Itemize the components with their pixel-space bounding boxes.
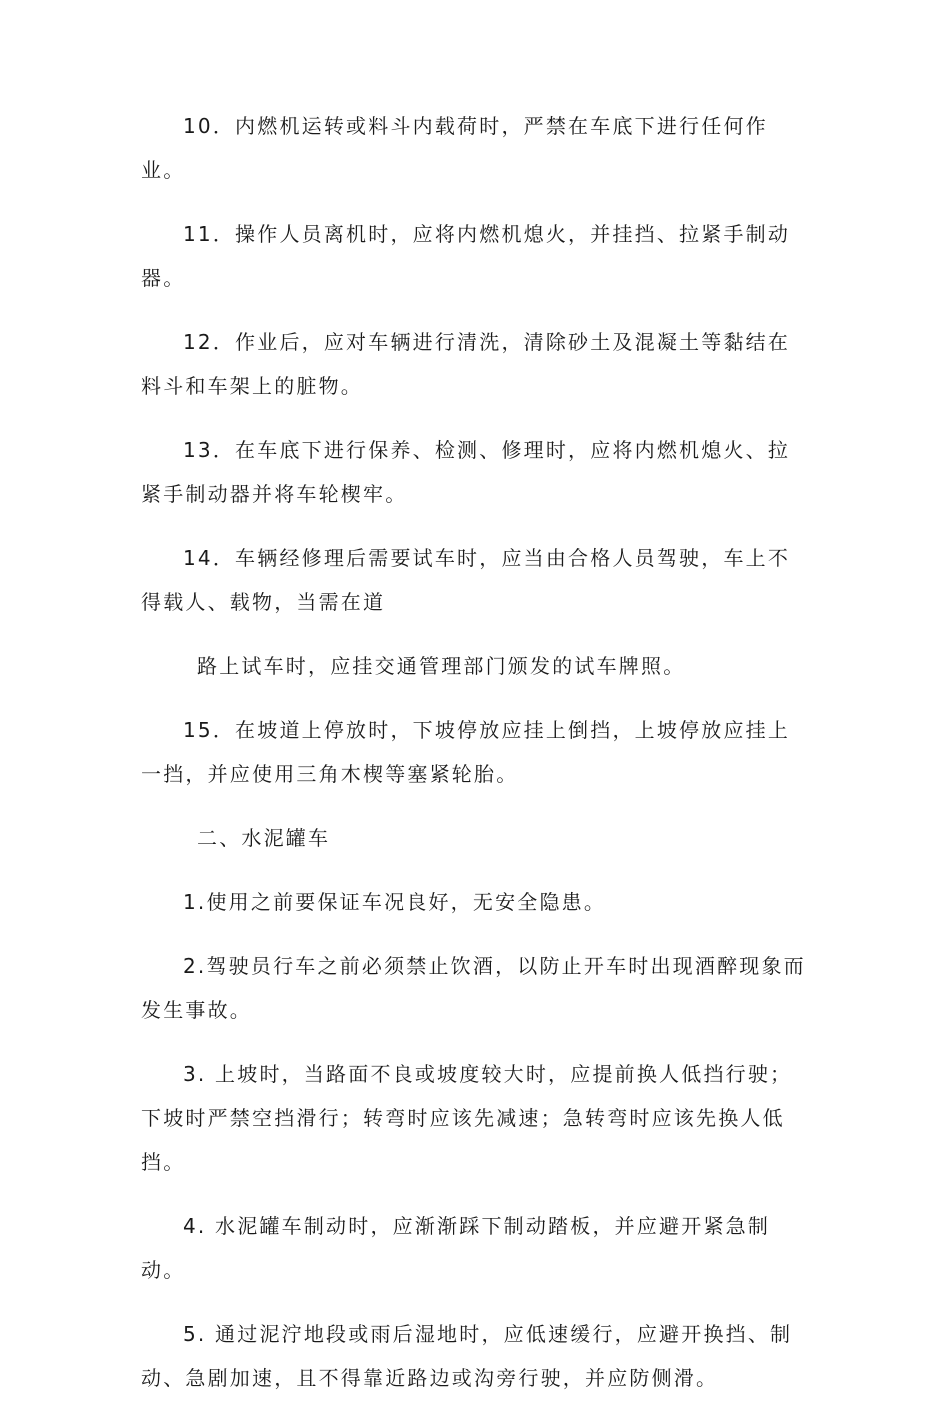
paragraph-item-4: 4. 水泥罐车制动时，应渐渐踩下制动踏板，并应避开紧急制动。 bbox=[141, 1214, 771, 1282]
paragraph-item-10: 10．内燃机运转或料斗内载荷时，严禁在车底下进行任何作业。 bbox=[141, 114, 768, 182]
paragraph-item-5: 5. 通过泥泞地段或雨后湿地时，应低速缓行，应避开换挡、制动、急剧加速，且不得靠近路边或沟旁行驶，并应防侧滑。 bbox=[141, 1322, 793, 1390]
paragraph-item-2: 2.驾驶员行车之前必须禁止饮酒，以防止开车时出现酒醉现象而发生事故。 bbox=[141, 954, 806, 1022]
paragraph-item-11: 11．操作人员离机时，应将内燃机熄火，并挂挡、拉紧手制动器。 bbox=[141, 222, 791, 290]
paragraph-item-14-continued: 路上试车时，应挂交通管理部门颁发的试车牌照。 bbox=[197, 654, 686, 678]
paragraph-item-13: 13．在车底下进行保养、检测、修理时，应将内燃机熄火、拉紧手制动器并将车轮楔牢。 bbox=[141, 438, 791, 506]
paragraph-item-14: 14．车辆经修理后需要试车时，应当由合格人员驾驶，车上不得载人、载物，当需在道 bbox=[141, 546, 791, 614]
paragraph-item-12: 12．作业后，应对车辆进行清洗，清除砂土及混凝土等黏结在料斗和车架上的脏物。 bbox=[141, 330, 791, 398]
paragraph-item-1: 1.使用之前要保证车况良好，无安全隐患。 bbox=[183, 890, 607, 914]
paragraph-item-3: 3. 上坡时，当路面不良或坡度较大时，应提前换人低挡行驶；下坡时严禁空挡滑行；转弯时应该先减速；急转弯时应该先换人低挡。 bbox=[141, 1062, 793, 1174]
document-body bbox=[141, 104, 806, 1420]
section-heading-cement-tanker: 二、水泥罐车 bbox=[197, 826, 331, 850]
paragraph-item-15: 15．在坡道上停放时，下坡停放应挂上倒挡，上坡停放应挂上一挡，并应使用三角木楔等塞紧轮胎。 bbox=[141, 718, 791, 786]
